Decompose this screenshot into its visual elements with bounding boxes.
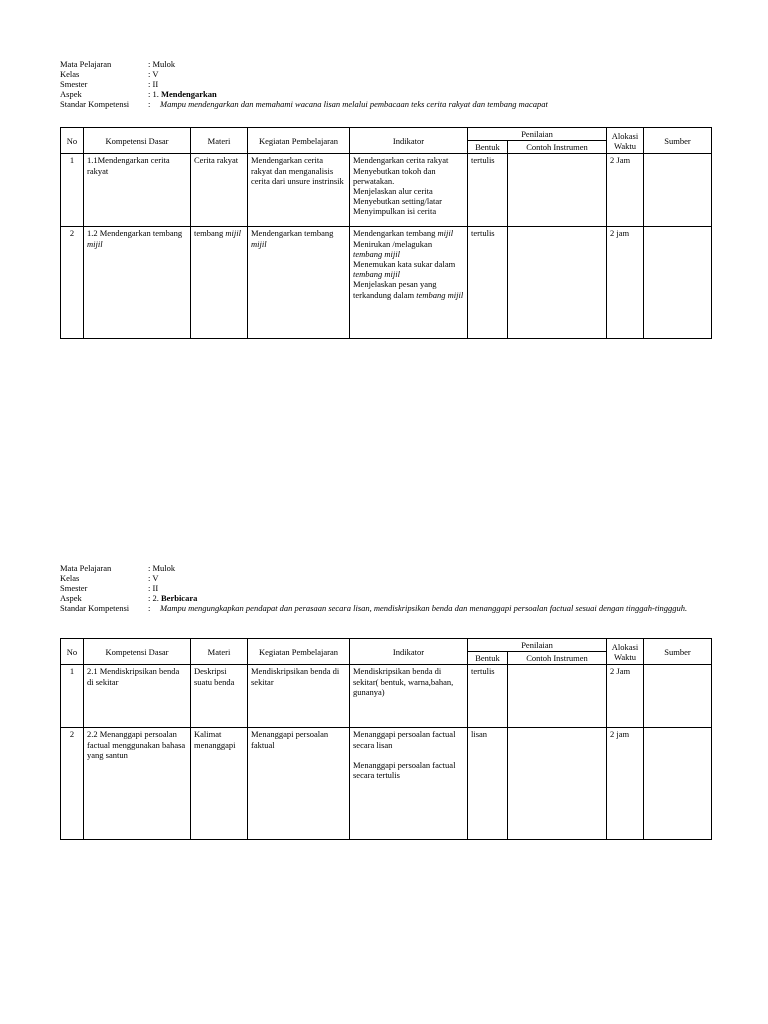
meta-smester bbox=[60, 583, 711, 593]
cell-contoh-instrumen bbox=[508, 728, 607, 840]
cell-indikator bbox=[350, 728, 468, 840]
header-bentuk: Bentuk bbox=[468, 141, 508, 154]
cell-no: 2 bbox=[61, 227, 84, 339]
silabus-table bbox=[60, 127, 712, 339]
cell-contoh-instrumen bbox=[508, 154, 607, 227]
cell-bentuk: tertulis bbox=[468, 154, 508, 227]
meta-smester bbox=[60, 79, 711, 89]
header-alokasi: Alokasi Waktu bbox=[607, 639, 644, 665]
materi-text: tembang bbox=[194, 228, 226, 239]
cell-sumber bbox=[644, 665, 712, 728]
cell-materi: Cerita rakyat bbox=[191, 154, 248, 227]
cell-kompetensi-dasar: 2.1 Mendiskripsikan benda di sekitar bbox=[84, 665, 191, 728]
ind-text: Mendengarkan tembang bbox=[353, 228, 438, 239]
indikator-line: Menirukan /melagukan bbox=[353, 238, 433, 249]
meta-standar bbox=[60, 603, 711, 613]
kd-italic: mijil bbox=[87, 238, 103, 249]
value: : II bbox=[148, 583, 159, 593]
cell-alokasi: 2 jam bbox=[607, 728, 644, 840]
cell-kompetensi-dasar: 1.1Mendengarkan cerita rakyat bbox=[84, 154, 191, 227]
indikator-line bbox=[353, 228, 464, 238]
indikator-line: Menjelaskan alur cerita bbox=[353, 185, 433, 196]
value: : Mulok bbox=[148, 563, 176, 573]
cell-kegiatan: Mendiskripsikan benda di sekitar bbox=[248, 665, 350, 728]
meta-standar bbox=[60, 99, 711, 109]
header-materi: Materi bbox=[191, 639, 248, 665]
materi-italic: mijil bbox=[225, 228, 241, 239]
cell-bentuk: tertulis bbox=[468, 227, 508, 339]
rpp-block-2 bbox=[60, 563, 711, 840]
header-kegiatan: Kegiatan Pembelajaran bbox=[248, 128, 350, 154]
indikator-line: Mendengarkan cerita rakyat bbox=[353, 155, 449, 166]
aspek-prefix: : 2. bbox=[148, 593, 161, 603]
header-kegiatan: Kegiatan Pembelajaran bbox=[248, 639, 350, 665]
meta-aspek bbox=[60, 593, 711, 603]
cell-no: 2 bbox=[61, 728, 84, 840]
header-kompetensi-dasar: Kompetensi Dasar bbox=[84, 128, 191, 154]
meta-mata-pelajaran bbox=[60, 563, 711, 573]
indikator-line: tembang mijil bbox=[353, 248, 400, 259]
cell-no: 1 bbox=[61, 154, 84, 227]
header-alokasi: Alokasi Waktu bbox=[607, 128, 644, 154]
indikator-line: Menyebutkan tokoh dan perwatakan. bbox=[353, 165, 436, 186]
label: Aspek bbox=[60, 593, 82, 603]
table-row bbox=[61, 227, 712, 339]
header-no: No bbox=[61, 639, 84, 665]
meta-section bbox=[60, 563, 711, 636]
table-row bbox=[61, 665, 712, 728]
indikator-line bbox=[353, 259, 464, 279]
indikator-line: Mendiskripsikan benda di sekitar( bentuk, warna,bahan, gunanya) bbox=[353, 666, 454, 697]
label: Smester bbox=[60, 79, 88, 89]
header-contoh-instrumen: Contoh Instrumen bbox=[508, 652, 607, 665]
header-no: No bbox=[61, 128, 84, 154]
header-indikator: Indikator bbox=[350, 128, 468, 154]
value bbox=[148, 89, 711, 99]
ind-italic: tembang mijil bbox=[353, 269, 400, 280]
label: Mata Pelajaran bbox=[60, 563, 112, 573]
cell-kegiatan bbox=[248, 227, 350, 339]
table-row bbox=[61, 728, 712, 840]
meta-section bbox=[60, 59, 711, 123]
cell-kegiatan: Menanggapi persoalan faktual bbox=[248, 728, 350, 840]
header-materi: Materi bbox=[191, 128, 248, 154]
aspek-title: Mendengarkan bbox=[161, 89, 217, 99]
cell-kompetensi-dasar bbox=[84, 227, 191, 339]
cell-indikator bbox=[350, 227, 468, 339]
label: Aspek bbox=[60, 89, 82, 99]
meta-aspek bbox=[60, 89, 711, 99]
header-contoh-instrumen: Contoh Instrumen bbox=[508, 141, 607, 154]
cell-alokasi: 2 Jam bbox=[607, 154, 644, 227]
header-penilaian: Penilaian bbox=[468, 128, 607, 141]
ind-text: Menjelaskan pesan yang terkandung dalam bbox=[353, 279, 437, 300]
label: Kelas bbox=[60, 573, 80, 583]
standar-kompetensi-text: Mampu mendengarkan dan memahami wacana lisan melalui pembacaan teks cerita rakyat dan tembang macapat bbox=[160, 99, 548, 109]
cell-kegiatan: Mendengarkan cerita rakyat dan menganalisis cerita dari unsure instrinsik bbox=[248, 154, 350, 227]
cell-indikator bbox=[350, 154, 468, 227]
meta-kelas bbox=[60, 69, 711, 79]
header-penilaian: Penilaian bbox=[468, 639, 607, 652]
cell-alokasi: 2 Jam bbox=[607, 665, 644, 728]
table-row bbox=[61, 154, 712, 227]
cell-kompetensi-dasar: 2.2 Menanggapi persoalan factual menggunakan bahasa yang santun bbox=[84, 728, 191, 840]
label: Standar Kompetensi bbox=[60, 99, 130, 109]
cell-sumber bbox=[644, 227, 712, 339]
header-kompetensi-dasar: Kompetensi Dasar bbox=[84, 639, 191, 665]
header-bentuk: Bentuk bbox=[468, 652, 508, 665]
cell-materi: Kalimat menanggapi bbox=[191, 728, 248, 840]
header-indikator: Indikator bbox=[350, 639, 468, 665]
value: : V bbox=[148, 573, 159, 583]
kd-text: 1.2 Mendengarkan tembang bbox=[87, 228, 183, 239]
meta-mata-pelajaran bbox=[60, 59, 711, 69]
cell-alokasi: 2 jam bbox=[607, 227, 644, 339]
rpp-block-1 bbox=[60, 59, 711, 339]
indikator-line: Menyebutkan setting/latar bbox=[353, 196, 442, 207]
value: : V bbox=[148, 69, 159, 79]
label: Kelas bbox=[60, 69, 80, 79]
ind-italic: mijil bbox=[437, 228, 454, 239]
cell-indikator bbox=[350, 665, 468, 728]
value: : II bbox=[148, 79, 159, 89]
cell-materi: Deskripsi suatu benda bbox=[191, 665, 248, 728]
aspek-prefix: : 1. bbox=[148, 89, 161, 99]
spacer bbox=[353, 750, 464, 760]
aspek-title: Berbicara bbox=[161, 593, 198, 603]
cell-bentuk: lisan bbox=[468, 728, 508, 840]
silabus-table bbox=[60, 638, 712, 840]
cell-contoh-instrumen bbox=[508, 227, 607, 339]
indikator-line: Menyimpulkan isi cerita bbox=[353, 206, 437, 217]
kegiatan-italic: mijil bbox=[251, 238, 267, 249]
cell-contoh-instrumen bbox=[508, 665, 607, 728]
meta-kelas bbox=[60, 573, 711, 583]
indikator-line: Menanggapi persoalan factual secara lisan bbox=[353, 729, 456, 750]
ind-text: Menemukan kata sukar dalam bbox=[353, 258, 456, 269]
value: : Mulok bbox=[148, 59, 176, 69]
cell-bentuk: tertulis bbox=[468, 665, 508, 728]
cell-sumber bbox=[644, 728, 712, 840]
standar-kompetensi-text: Mampu mengungkapkan pendapat dan perasaan secara lisan, mendiskripsikan benda dan menanggapi persoalan factual sesuai dengan tinggah-tinggguh. bbox=[160, 603, 688, 613]
cell-sumber bbox=[644, 154, 712, 227]
separator: : bbox=[148, 603, 151, 613]
header-sumber: Sumber bbox=[644, 639, 712, 665]
label: Standar Kompetensi bbox=[60, 603, 130, 613]
label: Smester bbox=[60, 583, 88, 593]
cell-no: 1 bbox=[61, 665, 84, 728]
header-sumber: Sumber bbox=[644, 128, 712, 154]
indikator-line: Menanggapi persoalan factual secara tertulis bbox=[353, 759, 456, 780]
kegiatan-text: Mendengarkan tembang bbox=[251, 228, 334, 239]
label: Mata Pelajaran bbox=[60, 59, 112, 69]
separator: : bbox=[148, 99, 151, 109]
value bbox=[148, 593, 711, 603]
ind-italic: tembang mijil bbox=[416, 289, 464, 300]
cell-materi bbox=[191, 227, 248, 339]
indikator-line bbox=[353, 279, 464, 299]
